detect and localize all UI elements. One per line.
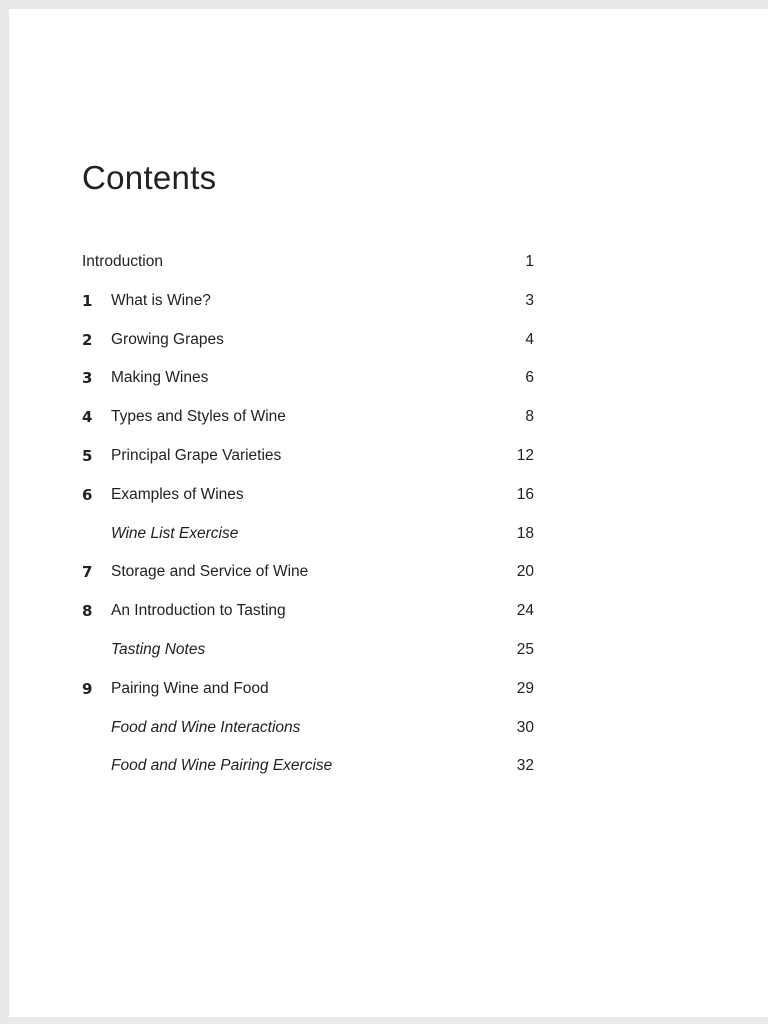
chapter-number: 2 [82,330,93,349]
page-number: 20 [516,563,534,581]
toc-entry [82,408,534,447]
toc-entry [82,602,534,641]
toc-entry [82,253,534,292]
entry-title: Making Wines [111,369,209,387]
document-page [9,9,768,1017]
page-number: 3 [525,291,534,309]
entry-title: What is Wine? [111,291,211,309]
entry-title: Wine List Exercise [111,524,239,542]
chapter-number: 9 [82,679,93,698]
toc-entry [82,719,534,758]
page-number: 25 [516,640,534,658]
page-number: 16 [516,485,534,503]
page-number: 6 [525,369,534,387]
toc-entry [82,641,534,680]
page-number: 4 [525,330,534,348]
toc-entry [82,525,534,564]
chapter-number: 4 [82,408,93,427]
chapter-number: 5 [82,446,93,465]
chapter-number: 1 [82,291,93,310]
page-title: Contents [82,159,217,196]
page-number: 1 [525,253,534,270]
entry-title: Storage and Service of Wine [111,563,309,581]
chapter-number: 7 [82,563,93,582]
page-number: 24 [516,602,534,620]
entry-title: Types and Styles of Wine [111,408,286,426]
page-number: 29 [516,679,534,697]
toc-entry [82,680,534,719]
entry-title: Principal Grape Varieties [111,446,282,464]
toc-entry [82,331,534,370]
entry-title: Introduction [82,253,163,270]
toc-entry [82,486,534,525]
page-number: 12 [516,446,534,464]
chapter-number: 3 [82,369,93,388]
toc-entry [82,757,534,796]
table-of-contents [82,253,534,796]
page-number: 18 [516,524,534,542]
entry-title: Tasting Notes [111,640,206,658]
page-number: 8 [525,408,534,426]
chapter-number: 8 [82,602,93,621]
toc-entry [82,369,534,408]
entry-title: Food and Wine Interactions [111,718,301,736]
toc-entry [82,447,534,486]
entry-title: Pairing Wine and Food [111,679,269,697]
toc-entry [82,563,534,602]
toc-entry [82,292,534,331]
entry-title: Growing Grapes [111,330,224,348]
entry-title: Food and Wine Pairing Exercise [111,757,333,775]
entry-title: Examples of Wines [111,485,244,503]
page-number: 30 [516,718,534,736]
page-number: 32 [516,757,534,775]
entry-title: An Introduction to Tasting [111,602,286,620]
chapter-number: 6 [82,485,93,504]
